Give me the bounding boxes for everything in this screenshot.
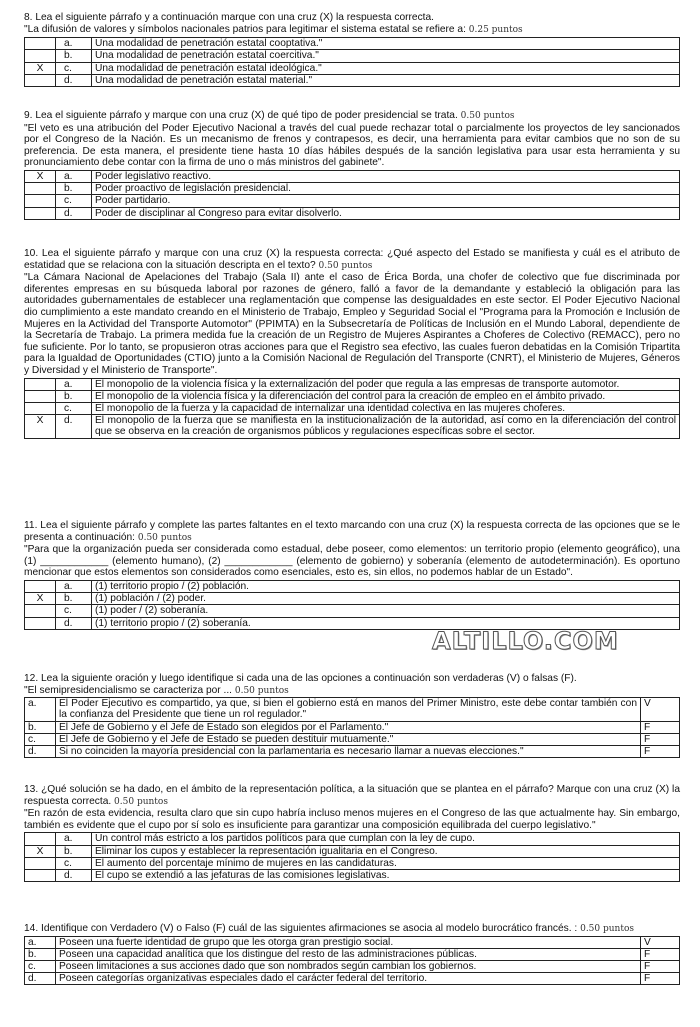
option-row: [25, 869, 680, 881]
option-row: [25, 378, 680, 390]
answer-mark[interactable]: X: [25, 170, 56, 182]
answer-mark[interactable]: [25, 390, 56, 402]
option-text: (1) territorio propio / (2) población.: [92, 580, 680, 592]
points-label: 0.50 puntos: [580, 924, 635, 934]
option-row: [25, 50, 680, 62]
answer-mark[interactable]: [25, 617, 56, 629]
option-text: Eliminar los cupos y establecer la representación igualitaria en el Congreso.: [92, 845, 680, 857]
option-text: Poder legislativo reactivo.: [92, 170, 680, 182]
option-row: [25, 857, 680, 869]
option-text: El monopolio de la fuerza que se manifiesta en la institucionalización de la autoridad, así como en la diferenciación del control que se observa en la creación de organismos públicos y regulaciones específicas sobre el sector.: [92, 415, 680, 438]
statement-text: Poseen una capacidad analítica que los distingue del resto de las administraciones públicas.: [56, 948, 641, 960]
answer-mark[interactable]: [25, 402, 56, 414]
answer-mark[interactable]: [25, 195, 56, 207]
true-false-value[interactable]: F: [641, 721, 680, 733]
option-letter: a.: [25, 936, 56, 948]
option-letter: a.: [25, 698, 56, 721]
points-label: 0.50 puntos: [318, 260, 373, 271]
true-false-value[interactable]: V: [641, 936, 680, 948]
option-row: [25, 38, 680, 50]
option-letter: a.: [56, 170, 92, 182]
statement-row: [25, 961, 680, 973]
option-letter: c.: [56, 402, 92, 414]
answer-mark[interactable]: [25, 857, 56, 869]
option-row: [25, 593, 680, 605]
statement-text: Poseen una fuerte identidad de grupo que les otorga gran prestigio social.: [56, 936, 641, 948]
answer-mark[interactable]: [25, 378, 56, 390]
option-letter: a.: [56, 833, 92, 845]
options-table: [24, 170, 680, 220]
option-text: (1) territorio propio / (2) soberanía.: [92, 617, 680, 629]
statement-row: [25, 948, 680, 960]
question-11: [24, 520, 680, 630]
points-label: 0.50 puntos: [114, 796, 168, 807]
statement-text: Poseen categorías organizativas especiales dado el carácter federal del territorio.: [56, 973, 641, 985]
points-label: 0.25 puntos: [468, 24, 523, 35]
statement-row: [25, 733, 680, 745]
points-label: 0.50 puntos: [137, 532, 192, 543]
option-letter: c.: [56, 605, 92, 617]
answer-mark[interactable]: [25, 869, 56, 881]
options-table: [24, 37, 680, 87]
true-false-table: [24, 936, 680, 986]
answer-mark[interactable]: X: [25, 593, 56, 605]
statement-text: El Poder Ejecutivo es compartido, ya que, si bien el gobierno está en manos del Primer Ministro, este debe contar también con la confianza del Presidente que tiene un rol regulador.": [56, 698, 641, 721]
statement-row: [25, 936, 680, 948]
option-row: [25, 207, 680, 219]
option-letter: d.: [25, 746, 56, 758]
question-9: [24, 110, 680, 220]
option-text: Una modalidad de penetración estatal material.": [92, 74, 680, 86]
option-text: (1) poder / (2) soberanía.: [92, 605, 680, 617]
true-false-value[interactable]: V: [641, 698, 680, 721]
option-text: El monopolio de la violencia física y la diferenciación del control para la creación de empleo en el ámbito privado.: [92, 390, 680, 402]
options-table: [24, 378, 680, 439]
option-letter: c.: [25, 733, 56, 745]
option-row: [25, 195, 680, 207]
option-letter: d.: [56, 415, 92, 438]
option-letter: d.: [25, 973, 56, 985]
true-false-value[interactable]: F: [641, 973, 680, 985]
option-row: [25, 845, 680, 857]
answer-mark[interactable]: X: [25, 415, 56, 438]
question-10: [24, 248, 680, 439]
option-letter: c.: [56, 195, 92, 207]
option-text: Poder partidario.: [92, 195, 680, 207]
option-letter: c.: [56, 857, 92, 869]
statement-text: El Jefe de Gobierno y el Jefe de Estado se pueden destituir mutuamente.": [56, 733, 641, 745]
options-table: [24, 580, 680, 630]
option-letter: b.: [56, 183, 92, 195]
question-13: [24, 784, 680, 882]
question-heading: 13. ¿Qué solución se ha dado, en el ámbito de la representación política, a la situación que se plantea en el párrafo? Marque con una cruz (X) la respuesta correcta.: [24, 784, 680, 807]
option-letter: d.: [56, 74, 92, 86]
option-text: Una modalidad de penetración estatal coercitiva.": [92, 50, 680, 62]
watermark-logo: ALTILLO.COM: [432, 627, 619, 655]
option-text: Una modalidad de penetración estatal ideológica.": [92, 62, 680, 74]
option-letter: a.: [56, 378, 92, 390]
options-table: [24, 832, 680, 882]
question-heading: 11. Lea el siguiente párrafo y complete las partes faltantes en el texto marcando con una cruz (X) la respuesta correcta de las opciones que se le presenta a continuación:: [24, 520, 680, 543]
option-text: El aumento del porcentaje mínimo de mujeres en las candidaturas.: [92, 857, 680, 869]
option-letter: b.: [56, 845, 92, 857]
option-row: [25, 74, 680, 86]
statement-row: [25, 746, 680, 758]
option-letter: c.: [25, 961, 56, 973]
answer-mark[interactable]: [25, 183, 56, 195]
question-passage: "Para que la organización pueda ser considerada como estadual, debe poseer, como elementos: un territorio propio (elemento geográfico), una (1) ____________ (elemento humano), (2) ____________ (elemento de gobierno) y soberanía (elemento de autodeterminación). Es oportuno mencionar que estos elementos son considerados como esenciales, esto es, sin ellos, no podemos hablar de un Estado".: [24, 544, 680, 579]
true-false-value[interactable]: F: [641, 961, 680, 973]
question-8: [24, 12, 680, 87]
statement-row: [25, 973, 680, 985]
option-text: Poder proactivo de legislación presidencial.: [92, 183, 680, 195]
option-text: Un control más estricto a los partidos políticos para que cumplan con la ley de cupo.: [92, 833, 680, 845]
option-row: [25, 402, 680, 414]
question-12: [24, 673, 680, 758]
answer-mark[interactable]: [25, 207, 56, 219]
statement-text: Si no coinciden la mayoría presidencial con la parlamentaria es necesario llamar a nuevas elecciones.": [56, 746, 641, 758]
points-label: 0.50 puntos: [460, 111, 515, 121]
option-row: [25, 390, 680, 402]
statement-row: [25, 698, 680, 721]
option-letter: d.: [56, 617, 92, 629]
option-row: [25, 183, 680, 195]
option-text: (1) población / (2) poder.: [92, 593, 680, 605]
true-false-value[interactable]: F: [641, 733, 680, 745]
question-passage: "En razón de esta evidencia, resulta claro que sin cupo habría incluso menos mujeres en el Congreso de las que actualmente hay. Sin embargo, también es evidente que el cupo por sí solo es insuficiente para garantizar una composición equilibrada del cuerpo legislativo.": [24, 808, 680, 831]
option-text: El cupo se extendió a las jefaturas de las comisiones legislativas.: [92, 869, 680, 881]
answer-mark[interactable]: [25, 833, 56, 845]
answer-mark[interactable]: [25, 605, 56, 617]
statement-row: [25, 721, 680, 733]
option-row: [25, 170, 680, 182]
answer-mark[interactable]: [25, 50, 56, 62]
option-row: [25, 605, 680, 617]
option-text: El monopolio de la violencia física y la externalización del poder que regula a las empresas de transporte automotor.: [92, 378, 680, 390]
option-row: [25, 62, 680, 74]
statement-text: El Jefe de Gobierno y el Jefe de Estado son elegidos por el Parlamento.": [56, 721, 641, 733]
question-intro: "La difusión de valores y símbolos nacionales patrios para legitimar el sistema estatal se refiere a:: [24, 23, 466, 35]
question-heading: 9. Lea el siguiente párrafo y marque con una cruz (X) de qué tipo de poder presidencial se trata.: [24, 110, 458, 121]
question-passage: "La Cámara Nacional de Apelaciones del Trabajo (Sala II) ante el caso de Érica Borda, una chofer de colectivo que fue discriminada por diferentes empresas en su búsqueda laboral por razones de género, falló a favor de la demandante y estableció la obligación para las autoridades gubernamentales de establecer una reglamentación que compense las desigualdades en este sector. El Poder Ejecutivo Nacional dio cumplimiento a este mandato creando en el Ministerio de Trabajo, Empleo y Seguridad Social el "Programa para la Promoción e Inclusión de Mujeres en la Actividad del Transporte Automotor" (PPIMTA) en la Subsecretaría de Políticas de Inclusión en el Mundo Laboral, dependiente de la Secretaría de Trabajo. La primera medida fue la creación de un Registro de Mujeres Aspirantes a Choferes de Colectivo (REMACC), pero no fue suficiente. Por lo tanto, se propusieron otras acciones para que el Registro sea efectivo, las cuales fueron debatidas en la Comisión Tripartita para la Igualdad de Oportunidades (CTIO) junto a la Comisión Nacional de Regulación del Transporte (CNRT), el Ministerio de Mujeres, Géneros y Diversidad y el Ministerio de Transporte".: [24, 272, 680, 376]
option-letter: b.: [56, 593, 92, 605]
option-text: El monopolio de la fuerza y la capacidad de internalizar una identidad colectiva en las mujeres choferes.: [92, 402, 680, 414]
answer-mark[interactable]: [25, 580, 56, 592]
question-14: [24, 923, 680, 985]
option-letter: b.: [25, 721, 56, 733]
option-letter: a.: [56, 580, 92, 592]
answer-mark[interactable]: X: [25, 62, 56, 74]
statement-text: Poseen limitaciones a sus acciones dado que son nombrados según cambian los gobiernos.: [56, 961, 641, 973]
option-letter: d.: [56, 869, 92, 881]
option-text: Una modalidad de penetración estatal cooptativa.": [92, 38, 680, 50]
question-heading: 10. Lea el siguiente párrafo y marque con una cruz (X) la respuesta correcta: ¿Qué aspecto del Estado se manifiesta y cuál es el atributo de estatidad que se relaciona con la situación descripta en el texto?: [24, 248, 680, 271]
option-row: [25, 580, 680, 592]
question-passage: "El veto es una atribución del Poder Ejecutivo Nacional a través del cual puede rechazar total o parcialmente los proyectos de ley sancionados por el Congreso de la Nación. Es un mecanismo de frenos y contrapesos, es decir, una herramienta para evitar cambios que no son de su preferencia. De esta manera, el presidente tiene hasta 10 días hábiles después de la sanción legislativa para usar esta herramienta y su pronunciamiento debe contar con la firma de uno o más ministros del gabinete".: [24, 122, 680, 169]
option-row: [25, 833, 680, 845]
option-letter: b.: [56, 390, 92, 402]
option-letter: c.: [56, 62, 92, 74]
option-letter: b.: [25, 948, 56, 960]
option-row: [25, 415, 680, 438]
question-intro: "El semipresidencialismo se caracteriza por ...: [24, 684, 233, 696]
points-label: 0.50 puntos: [234, 685, 289, 696]
answer-mark[interactable]: [25, 38, 56, 50]
answer-mark[interactable]: [25, 74, 56, 86]
option-letter: a.: [56, 38, 92, 50]
true-false-value[interactable]: F: [641, 746, 680, 758]
option-text: Poder de disciplinar al Congreso para evitar disolverlo.: [92, 207, 680, 219]
question-heading: 12. Lea la siguiente oración y luego identifique si cada una de las opciones a continuación son verdaderas (V) o falsas (F).: [24, 673, 577, 684]
true-false-table: [24, 697, 680, 758]
question-heading: 14. Identifique con Verdadero (V) o Falso (F) cuál de las siguientes afirmaciones se asocia al modelo burocrático francés. :: [24, 923, 578, 934]
question-heading: 8. Lea el siguiente párrafo y a continuación marque con una cruz (X) la respuesta correcta.: [24, 12, 434, 23]
answer-mark[interactable]: X: [25, 845, 56, 857]
option-letter: d.: [56, 207, 92, 219]
true-false-value[interactable]: F: [641, 948, 680, 960]
option-letter: b.: [56, 50, 92, 62]
